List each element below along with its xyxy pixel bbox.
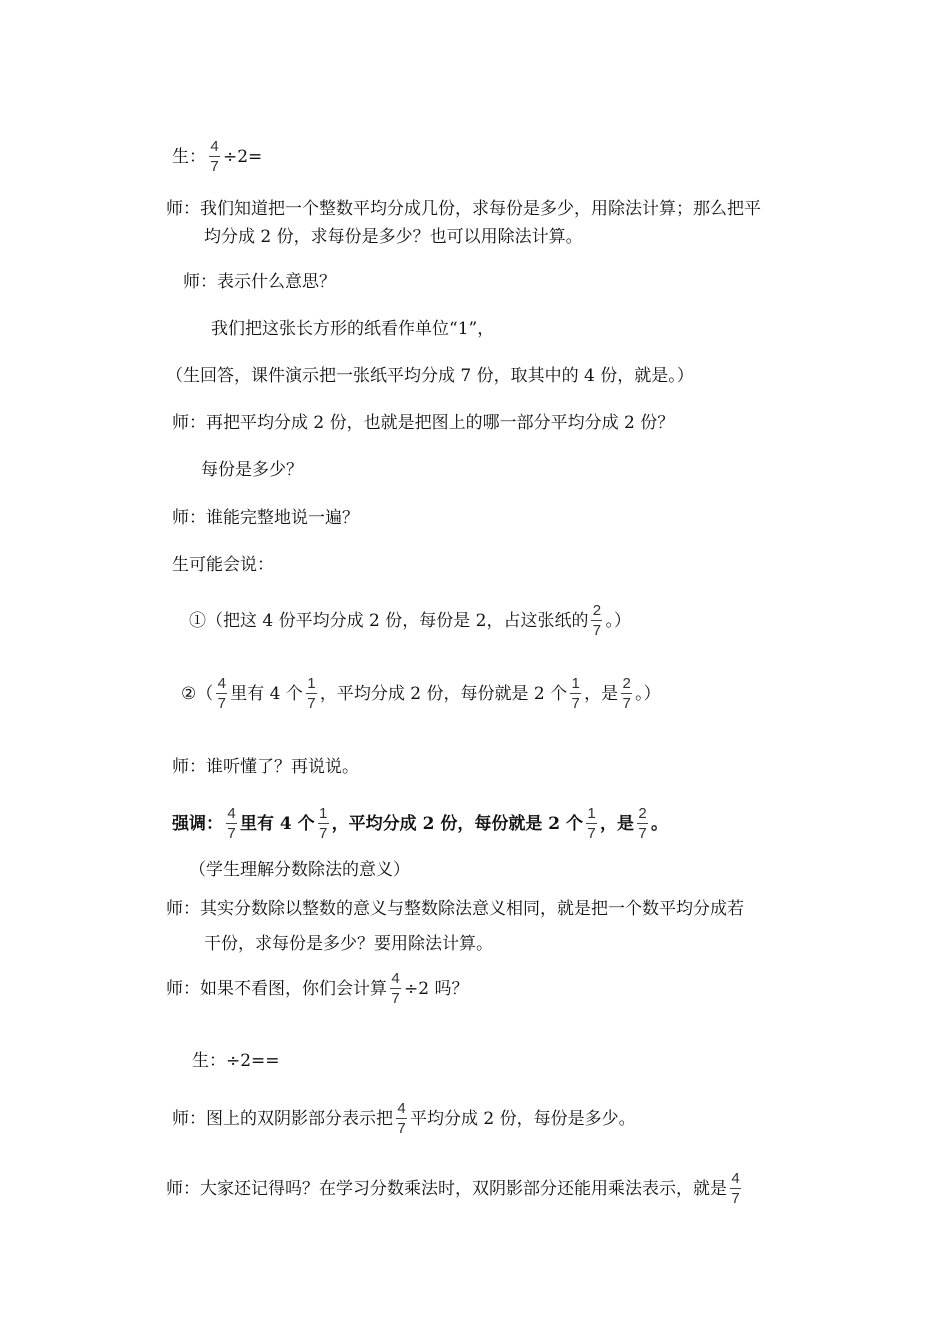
text-run: 里有 4 个 [240,813,315,834]
fraction [318,805,329,842]
fraction-bar [586,823,597,824]
line-teacher-7 [166,970,468,1007]
line-teacher-5 [172,756,359,778]
fraction-numerator: 1 [319,805,328,822]
text-run: 干份，求每份是多少？要用除法计算。 [204,934,493,954]
line-answer-1 [189,602,631,639]
text-run: ÷2 吗？ [404,978,469,999]
line-answer-2 [181,675,661,712]
fraction [730,1170,741,1207]
text-run: 师：谁能完整地说一遍？ [172,508,359,528]
fraction-numerator: 4 [391,970,400,987]
line-teacher-1a [166,198,761,220]
fraction [226,805,237,842]
text-run: 师：图上的双阴影部分表示把 [172,1108,393,1129]
line-student-answer-2 [192,1050,280,1072]
fraction-bar [390,988,401,989]
line-teacher-4 [172,507,359,529]
text-run: 强调： [172,813,223,834]
fraction-numerator: 4 [210,138,219,155]
line-teacher-6a [166,898,744,920]
text-run: 。） [635,683,661,704]
line-teacher-1b [204,226,583,248]
text-run: 师：谁听懂了？再说说。 [172,757,359,777]
line-unit-one [211,318,494,340]
fraction-numerator: 1 [587,805,596,822]
text-run: ，是 [584,683,619,704]
text-run: ，平均分成 2 份，每份就是 2 个 [331,813,584,834]
fraction-denominator: 7 [592,622,602,639]
fraction [209,138,220,175]
fraction [637,805,648,842]
text-run: 师：我们知道把一个整数平均分成几份，求每份是多少，用除法计算；那么把平 [166,199,761,219]
text-run: 生：÷2== [192,1051,280,1071]
fraction-bar [209,156,220,157]
text-run: 师：其实分数除以整数的意义与整数除法意义相同，就是把一个数平均分成若 [166,899,744,919]
fraction-denominator: 7 [622,695,631,712]
text-run: （生回答，课件演示把一张纸平均分成 7 份，取其中的 4 份，就是。） [166,366,694,386]
line-teacher-8 [172,1100,636,1137]
fraction-numerator: 1 [571,675,580,692]
line-each-part [201,459,303,481]
fraction-denominator: 7 [731,1190,740,1207]
fraction [586,805,597,842]
fraction-denominator: 7 [397,1120,406,1137]
fraction-bar [621,693,632,694]
text-run: 我们把这张长方形的纸看作单位“1”， [211,319,495,339]
text-run: 生： [172,146,206,167]
fraction-numerator: 4 [731,1170,740,1187]
text-run: ÷2= [223,146,263,167]
fraction-numerator: 1 [307,675,316,692]
fraction-numerator: 4 [217,675,226,692]
text-run: ②（ [181,683,214,704]
line-student-reply [166,365,694,387]
line-student-answer-1 [172,138,262,175]
text-run: 。 [651,813,669,834]
text-run: 每份是多少？ [201,460,303,480]
fraction-denominator: 7 [307,695,316,712]
text-run: 平均分成 2 份，每份是多少。 [410,1108,636,1129]
text-run: 师：表示什么意思？ [183,272,336,292]
fraction-bar [591,620,602,621]
fraction-numerator: 2 [638,805,647,822]
text-run: 均分成 2 份，求每份是多少？也可以用除法计算。 [204,227,583,247]
text-run: ，平均分成 2 份，每份就是 2 个 [319,683,568,704]
line-teacher-3 [172,412,674,434]
fraction-bar [226,823,237,824]
line-teacher-9 [166,1170,744,1207]
fraction [306,675,317,712]
text-run: 师：大家还记得吗？在学习分数乘法时，双阴影部分还能用乘法表示，就是 [166,1178,727,1199]
fraction-denominator: 7 [319,825,328,842]
fraction-bar [637,823,648,824]
line-understanding [189,859,410,881]
line-emphasis [172,805,668,842]
fraction-numerator: 4 [397,1100,406,1117]
fraction-denominator: 7 [210,158,219,175]
text-run: （学生理解分数除法的意义） [189,860,410,880]
text-run: 。） [605,610,631,631]
fraction-numerator: 2 [622,675,631,692]
line-teacher-6b [204,933,493,955]
text-run: 生可能会说： [172,555,274,575]
fraction-numerator: 2 [592,602,602,619]
fraction-bar [216,693,227,694]
fraction-numerator: 4 [227,805,236,822]
fraction-denominator: 7 [227,825,236,842]
fraction-bar [396,1118,407,1119]
fraction-denominator: 7 [571,695,580,712]
fraction-bar [570,693,581,694]
text-run: 师：再把平均分成 2 份，也就是把图上的哪一部分平均分成 2 份？ [172,413,675,433]
fraction-bar [306,693,317,694]
fraction-bar [730,1188,741,1189]
text-run: ，是 [600,813,635,834]
fraction [621,675,632,712]
fraction [216,675,227,712]
fraction [591,602,602,639]
fraction [396,1100,407,1137]
line-teacher-2 [183,271,336,293]
text-run: ①（把这 4 份平均分成 2 份，每份是 2，占这张纸的 [189,610,589,631]
fraction-denominator: 7 [638,825,647,842]
fraction [390,970,401,1007]
fraction-denominator: 7 [587,825,596,842]
text-run: 里有 4 个 [230,683,303,704]
line-student-may-say [172,554,274,576]
fraction-denominator: 7 [217,695,226,712]
text-run: 师：如果不看图，你们会计算 [166,978,387,999]
fraction-bar [318,823,329,824]
fraction [570,675,581,712]
fraction-denominator: 7 [391,990,400,1007]
